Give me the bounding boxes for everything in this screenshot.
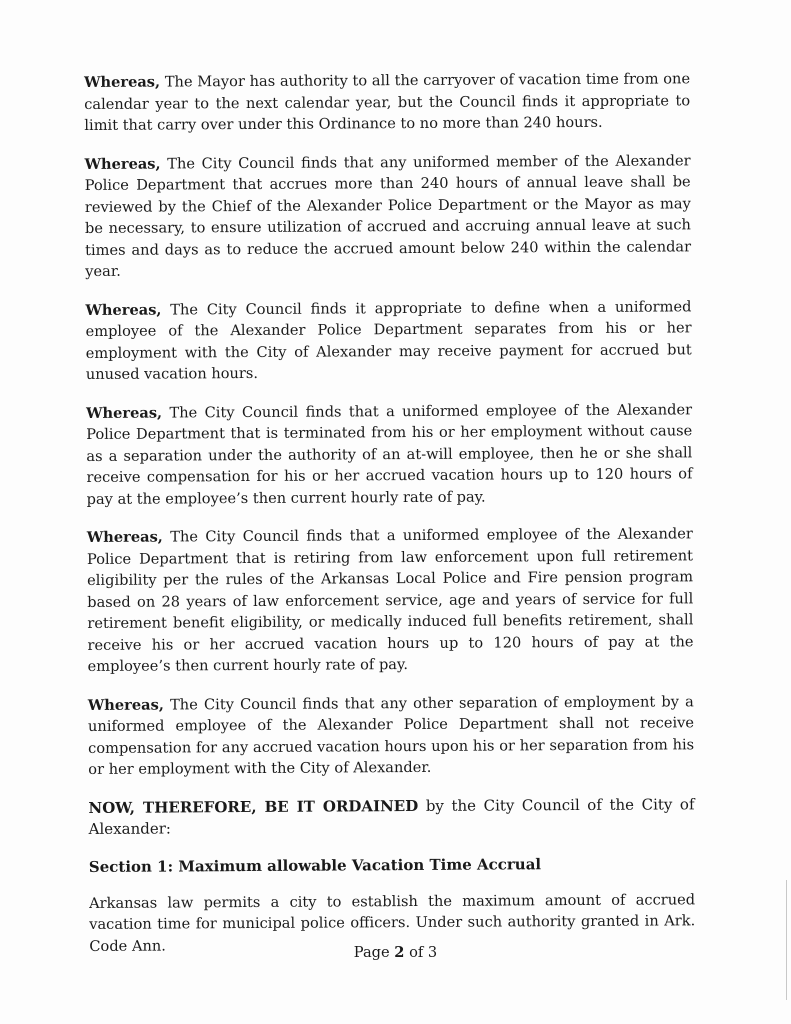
whereas-label: Whereas,	[84, 73, 161, 91]
section-1-paragraph: Arkansas law permits a city to establish the maximum amount of accrued vacation time for municipal police officers. Under such authority granted in Ark. Code Ann.	[89, 890, 696, 955]
document-body	[84, 68, 695, 974]
page-number-total: 3	[427, 944, 438, 961]
page-number	[0, 944, 791, 961]
whereas-label: Whereas,	[86, 404, 163, 422]
section-1-heading: Section 1: Maximum allowable Vacation Time Accrual	[88, 854, 542, 876]
page-number-prefix: Page	[353, 944, 395, 961]
whereas-text: The City Council finds that any other separation of employment by a uniformed employee of the Alexander Police Department shall not receive compensation for any accrued vacation hours upon his or her separation from his or her employment with the City of Alexander.	[87, 692, 695, 778]
ordain-clause	[88, 794, 694, 841]
whereas-paragraph-3	[85, 296, 692, 386]
whereas-text: The City Council finds that a uniformed employee of the Alexander Police Department that is retiring from law enforcement upon full retirement eligibility per the rules of the Arkansas Local Police and Fire pension program based on 28 years of law enforcement service, age and years of service for full retirement benefit eligibility, or medically induced full benefits retirement, shall receive his or her accrued vacation hours up to 120 hours of pay at the employee’s then current hourly rate of pay.	[86, 525, 694, 675]
ordain-text: by the City Council of the City of Alexander:	[88, 794, 695, 838]
ordain-label: NOW, THEREFORE, BE IT ORDAINED	[88, 796, 419, 817]
page-number-middle: of	[404, 944, 428, 961]
scan-edge-line	[786, 880, 787, 1000]
whereas-text: The City Council finds that any uniformed member of the Alexander Police Department that accrues more than 240 hours of annual leave shall be reviewed by the Chief of the Alexander Police Department or the Mayor as may be necessary, to ensure utilization of accrued and accruing annual leave at such times and days as to reduce the accrued amount below 240 within the calendar year.	[84, 151, 692, 280]
whereas-label: Whereas,	[84, 155, 161, 173]
whereas-text: The Mayor has authority to all the carryover of vacation time from one calendar year to the next calendar year, but the Council finds it appropriate to limit that carry over under this Ordinance to no more than 240 hours.	[84, 70, 691, 134]
whereas-paragraph-4	[86, 399, 693, 510]
whereas-paragraph-2	[84, 150, 691, 283]
whereas-label: Whereas,	[86, 528, 163, 546]
whereas-label: Whereas,	[85, 301, 162, 319]
page-number-current: 2	[394, 944, 405, 961]
whereas-text: The City Council finds it appropriate to define when a uniformed employee of the Alexander Police Department separates from his or her employment with the City of Alexander may receive payment for accrued but unused vacation hours.	[85, 297, 692, 383]
whereas-paragraph-5	[87, 523, 694, 677]
whereas-label: Whereas,	[87, 696, 164, 714]
whereas-paragraph-6	[88, 691, 695, 781]
whereas-paragraph-1	[84, 68, 690, 136]
whereas-text: The City Council finds that a uniformed employee of the Alexander Police Department that is terminated from his or her employment without cause as a separation under the authority of an at-will employee, then he or she shall receive compensation for his or her accrued vacation hours up to 120 hours of pay at the employee’s then current hourly rate of pay.	[86, 400, 693, 508]
